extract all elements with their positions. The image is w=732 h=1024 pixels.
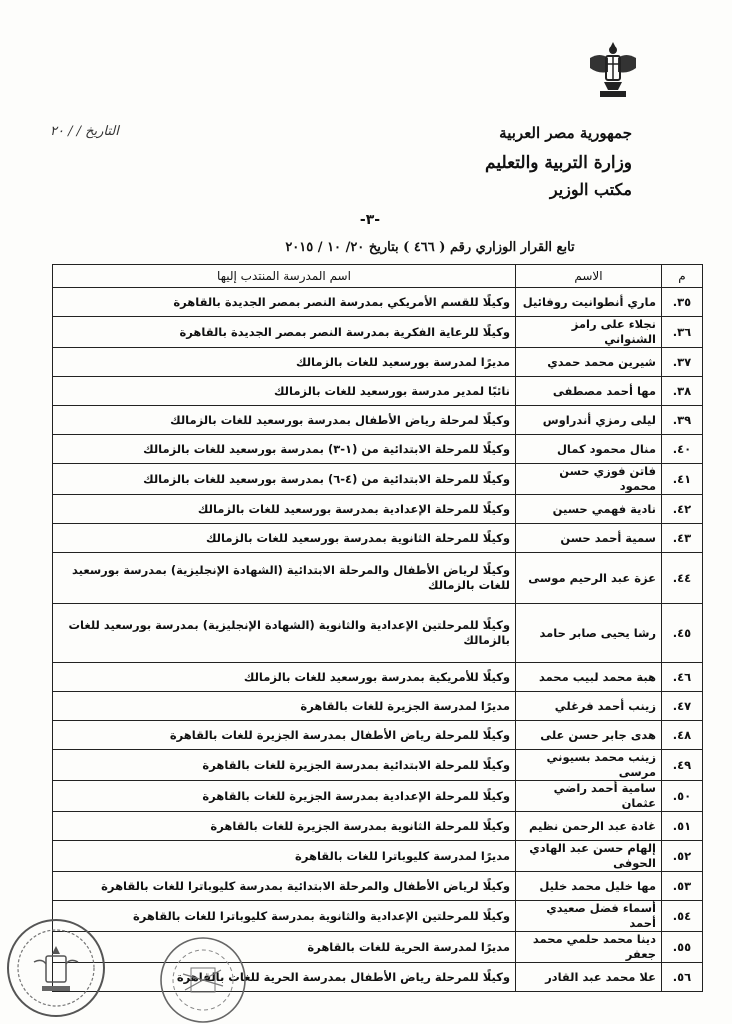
header-school: اسم المدرسة المنتدب إليها — [53, 265, 516, 288]
row-school: وكيلًا للمرحلة الإعدادية بمدرسة بورسعيد للغات بالزمالك — [53, 495, 516, 524]
row-number: ٣٥. — [662, 288, 703, 317]
table-row — [53, 464, 703, 495]
row-number: ٥٥. — [662, 932, 703, 963]
row-number: ٣٦. — [662, 317, 703, 348]
table-row — [53, 377, 703, 406]
ministry-name: وزارة التربية والتعليم — [485, 153, 632, 173]
row-number: ٣٩. — [662, 406, 703, 435]
row-name: ليلى رمزي أندراوس — [516, 406, 662, 435]
row-school: مديرًا لمدرسة الحرية للغات بالقاهرة — [53, 932, 516, 963]
row-number: ٤٧. — [662, 692, 703, 721]
table-row — [53, 604, 703, 663]
row-school: نائبًا لمدير مدرسة بورسعيد للغات بالزمالك — [53, 377, 516, 406]
table-row — [53, 553, 703, 604]
row-number: ٥٢. — [662, 841, 703, 872]
row-number: ٤١. — [662, 464, 703, 495]
row-name: هدى جابر حسن على — [516, 721, 662, 750]
table-row — [53, 841, 703, 872]
row-name: غادة عبد الرحمن نظيم — [516, 812, 662, 841]
table-row — [53, 963, 703, 992]
official-seal-icon — [2, 910, 110, 1020]
row-school: مديرًا لمدرسة بورسعيد للغات بالزمالك — [53, 348, 516, 377]
table-row — [53, 348, 703, 377]
row-number: ٤٢. — [662, 495, 703, 524]
row-school: وكيلًا للمرحلة الثانوية بمدرسة الجزيرة للغات بالقاهرة — [53, 812, 516, 841]
row-name: نادية فهمي حسين — [516, 495, 662, 524]
table-row — [53, 663, 703, 692]
eagle-emblem-icon — [586, 38, 640, 100]
row-name: مها أحمد مصطفى — [516, 377, 662, 406]
row-number: ٣٨. — [662, 377, 703, 406]
page-number: -٣- — [359, 212, 381, 228]
table-row — [53, 781, 703, 812]
row-school: مديرًا لمدرسة الجزيرة للغات بالقاهرة — [53, 692, 516, 721]
row-number: ٥١. — [662, 812, 703, 841]
table-row — [53, 812, 703, 841]
row-school: وكيلًا للأمريكية بمدرسة بورسعيد للغات بالزمالك — [53, 663, 516, 692]
row-name: زينب أحمد فرغلي — [516, 692, 662, 721]
row-number: ٤٤. — [662, 553, 703, 604]
table-row — [53, 692, 703, 721]
row-number: ٤٠. — [662, 435, 703, 464]
row-number: ٥٣. — [662, 872, 703, 901]
row-number: ٤٣. — [662, 524, 703, 553]
row-number: ٤٩. — [662, 750, 703, 781]
table-row — [53, 495, 703, 524]
decision-title: تابع القرار الوزاري رقم ( ٤٦٦ ) بتاريخ ٢٠/ ١٠ / ٢٠١٥ — [285, 240, 575, 255]
row-school: وكيلًا للمرحلة الإعدادية بمدرسة الجزيرة للغات بالقاهرة — [53, 781, 516, 812]
row-number: ٥٠. — [662, 781, 703, 812]
row-school: وكيلًا للمرحلة رياض الأطفال بمدرسة الحرية للغات بالقاهرة — [53, 963, 516, 992]
row-school: وكيلًا لرياض الأطفال والمرحلة الابتدائية بمدرسة كليوباترا للغات بالقاهرة — [53, 872, 516, 901]
row-name: منال محمود كمال — [516, 435, 662, 464]
table-row — [53, 435, 703, 464]
country-name: جمهورية مصر العربية — [499, 124, 632, 142]
table-row — [53, 750, 703, 781]
row-school: وكيلًا للقسم الأمريكي بمدرسة النصر بمصر الجديدة بالقاهرة — [53, 288, 516, 317]
table-row — [53, 288, 703, 317]
row-name: نجلاء على رامز الشنواني — [516, 317, 662, 348]
row-number: ٤٦. — [662, 663, 703, 692]
table-row — [53, 406, 703, 435]
row-number: ٤٥. — [662, 604, 703, 663]
row-number: ٣٧. — [662, 348, 703, 377]
table-row — [53, 901, 703, 932]
row-name: سمية أحمد حسن — [516, 524, 662, 553]
row-school: وكيلًا للمرحلة رياض الأطفال بمدرسة الجزيرة للغات بالقاهرة — [53, 721, 516, 750]
table-row — [53, 872, 703, 901]
row-number: ٤٨. — [662, 721, 703, 750]
row-name: مها خليل محمد خليل — [516, 872, 662, 901]
table-row — [53, 317, 703, 348]
table-row — [53, 524, 703, 553]
stamp-icon — [153, 930, 253, 1024]
row-school: وكيلًا للمرحلة الثانوية بمدرسة بورسعيد للغات بالزمالك — [53, 524, 516, 553]
row-school: مديرًا لمدرسة كليوباترا للغات بالقاهرة — [53, 841, 516, 872]
row-school: وكيلًا للمرحلتين الإعدادية والثانوية بمدرسة كليوباترا للغات بالقاهرة — [53, 901, 516, 932]
row-school: وكيلًا للمرحلة الابتدائية من (٤-٦) بمدرسة بورسعيد للغات بالزمالك — [53, 464, 516, 495]
row-school: وكيلًا لمرحلة رياض الأطفال بمدرسة بورسعيد للغات بالزمالك — [53, 406, 516, 435]
assignments-table — [52, 264, 703, 992]
office-name: مكتب الوزير — [549, 180, 632, 199]
row-name: سامية أحمد راضي عثمان — [516, 781, 662, 812]
row-school: وكيلًا لرياض الأطفال والمرحلة الابتدائية (الشهادة الإنجليزية) بمدرسة بورسعيد للغات بالزمالك — [53, 553, 516, 604]
row-name: علا محمد عبد القادر — [516, 963, 662, 992]
row-name: زينب محمد بسيوني مرسى — [516, 750, 662, 781]
row-number: ٥٤. — [662, 901, 703, 932]
row-number: ٥٦. — [662, 963, 703, 992]
row-name: شيرين محمد حمدي — [516, 348, 662, 377]
row-school: وكيلًا للرعاية الفكرية بمدرسة النصر بمصر الجديدة بالقاهرة — [53, 317, 516, 348]
table-row — [53, 721, 703, 750]
row-name: أسماء فضل صعيدي أحمد — [516, 901, 662, 932]
row-name: ماري أنطوانيت روفائيل — [516, 288, 662, 317]
table-header-row — [53, 265, 703, 288]
row-name: فاتن فوزي حسن محمود — [516, 464, 662, 495]
row-school: وكيلًا للمرحلة الابتدائية من (١-٣) بمدرسة بورسعيد للغات بالزمالك — [53, 435, 516, 464]
table-row — [53, 932, 703, 963]
row-name: دينا محمد حلمي محمد جعفر — [516, 932, 662, 963]
header-name: الاسم — [516, 265, 662, 288]
date-line: التاريخ / / ٢٠ — [50, 124, 119, 139]
row-name: رشا يحيى صابر حامد — [516, 604, 662, 663]
row-school: وكيلًا للمرحلتين الإعدادية والثانوية (الشهادة الإنجليزية) بمدرسة بورسعيد للغات بالزمالك — [53, 604, 516, 663]
header-number: م — [662, 265, 703, 288]
row-name: هبة محمد لبيب محمد — [516, 663, 662, 692]
row-name: عزة عبد الرحيم موسى — [516, 553, 662, 604]
row-school: وكيلًا للمرحلة الابتدائية بمدرسة الجزيرة للغات بالقاهرة — [53, 750, 516, 781]
row-name: إلهام حسن عبد الهادي الحوفى — [516, 841, 662, 872]
